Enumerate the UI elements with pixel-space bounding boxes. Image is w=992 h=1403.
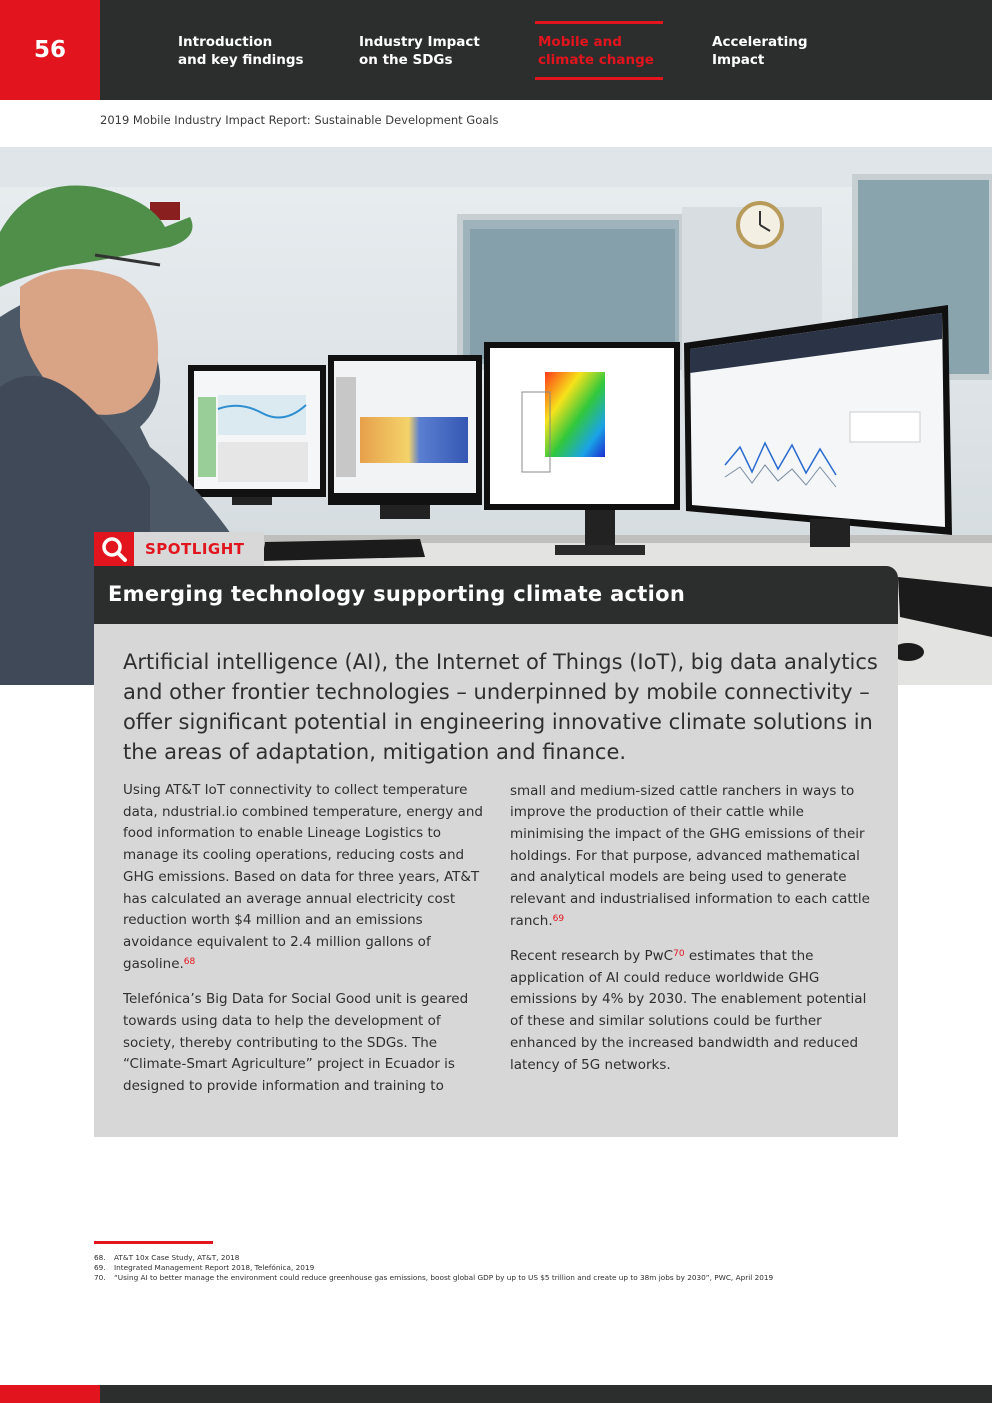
footnote-text: Integrated Management Report 2018, Telefónica, 2019 [114, 1263, 315, 1272]
spotlight-icon-box [94, 532, 134, 566]
footnote-70 [94, 1273, 773, 1282]
paragraph-telefonica-text: Telefónica’s Big Data for Social Good unit is geared towards using data to help the development of society, thereby contributing to the SDGs. The “Climate-Smart Agriculture” project in Ecuador is designed to provide information and training to [123, 991, 469, 1095]
paragraph-pwc-text-a: Recent research by PwC [510, 948, 674, 964]
report-subtitle: 2019 Mobile Industry Impact Report: Sustainable Development Goals [100, 113, 499, 127]
paragraph-pwc [510, 946, 870, 1076]
nav-mobile-climate[interactable]: Mobile and climate change [538, 34, 654, 68]
footnote-ref-69[interactable]: 69 [552, 913, 565, 924]
footnote-text: AT&T 10x Case Study, AT&T, 2018 [114, 1253, 240, 1262]
footnote-ref-68[interactable]: 68 [183, 956, 196, 967]
footnote-divider [94, 1241, 213, 1244]
page-number: 56 [0, 0, 100, 100]
footnote-ref-70[interactable]: 70 [673, 949, 685, 959]
footnote-number: 70. [94, 1273, 106, 1282]
body-column-right [510, 780, 870, 1090]
top-navigation-bar [0, 0, 992, 100]
active-nav-indicator-bottom [535, 77, 663, 80]
nav-introduction[interactable]: Introduction and key findings [178, 34, 304, 68]
footnote-number: 68. [94, 1253, 106, 1262]
paragraph-pwc-text-b: estimates that the application of AI could reduce worldwide GHG emissions by 4% by 2030. The enablement potential of these and similar solutions could be further enhanced by the increased bandwidth and reduced latency of 5G networks. [510, 948, 867, 1073]
active-nav-indicator-top [535, 21, 663, 24]
spotlight-lead: Artificial intelligence (AI), the Internet of Things (IoT), big data analytics and other frontier technologies – underpinned by mobile connectivity – offer significant potential in engineering innovative climate solutions in the areas of adaptation, mitigation and finance. [123, 650, 878, 764]
footnote-68 [94, 1253, 239, 1262]
search-icon [94, 532, 134, 566]
footnote-text: “Using AI to better manage the environment could reduce greenhouse gas emissions, boost global GDP by up to US $5 trillion and create up to 38m jobs by 2030”, PWC, April 2019 [114, 1273, 774, 1282]
nav-accelerating-impact[interactable]: Accelerating Impact [712, 34, 808, 68]
paragraph-telefonica-continued [510, 780, 870, 932]
footnote-69 [94, 1263, 314, 1272]
bottom-bar [0, 1385, 992, 1403]
paragraph-telefonica-overflow-text: small and medium-sized cattle ranchers in ways to improve the production of their cattle while minimising the impact of the GHG emissions of their holdings. For that purpose, advanced mathematical and analytical models are being used to generate relevant and industrialised information to each cattle ranch. [510, 782, 870, 929]
spotlight-title: Emerging technology supporting climate action [108, 582, 686, 606]
paragraph-att [123, 780, 483, 975]
paragraph-telefonica [123, 989, 483, 1097]
footnote-number: 69. [94, 1263, 106, 1272]
paragraph-att-text: Using AT&T IoT connectivity to collect temperature data, ndustrial.io combined temperature, energy and food information to enable Lineage Logistics to manage its cooling operations, reducing costs and GHG emissions. Based on data for three years, AT&T has calculated an average annual electricity cost reduction worth $4 million and an emissions avoidance equivalent to 2.4 million gallons of gasoline. [123, 782, 483, 972]
paragraph-telefonica-overflow [510, 780, 870, 932]
bottom-bar-accent [0, 1385, 100, 1403]
body-column-left [123, 780, 483, 1111]
spotlight-label: SPOTLIGHT [145, 540, 245, 558]
nav-industry-impact[interactable]: Industry Impact on the SDGs [359, 34, 480, 68]
